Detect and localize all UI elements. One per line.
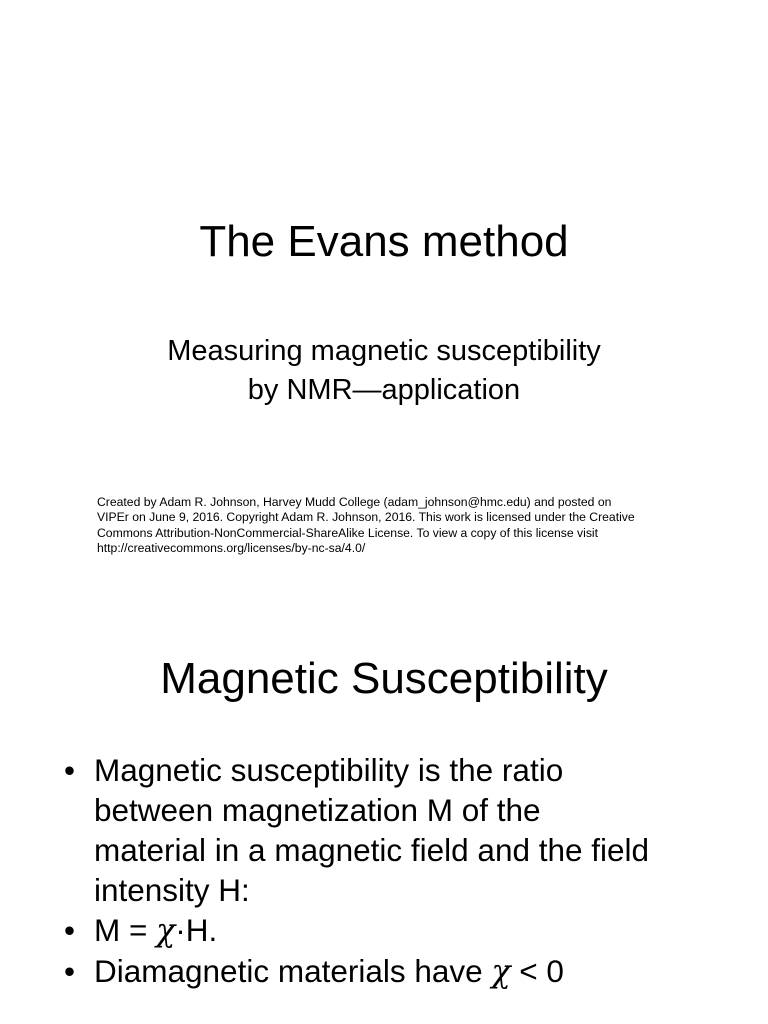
bullet-text-line: Magnetic susceptibility is the ratio: [94, 752, 564, 788]
bullet-item: [64, 951, 744, 992]
bullet-item: [64, 910, 744, 951]
equation-rhs: ·H.: [175, 912, 218, 948]
subtitle-line: Measuring magnetic susceptibility: [167, 335, 601, 367]
slide-title: Magnetic Susceptibility: [160, 654, 608, 703]
equation-lhs: M =: [94, 912, 157, 948]
bullet-marker: •: [64, 912, 76, 948]
bullet-item: [64, 750, 744, 910]
bullet-text-line: between magnetization M of the: [94, 792, 541, 828]
bullet-text: < 0: [510, 953, 564, 989]
bullet-text-line: material in a magnetic field and the field: [94, 832, 650, 868]
license-credit: [97, 495, 697, 557]
chi-symbol: χ: [491, 954, 511, 990]
bullet-text-line: [94, 951, 744, 992]
slide-title: The Evans method: [199, 217, 569, 266]
credit-line: Commons Attribution-NonCommercial-ShareAlike License. To view a copy of this license visit: [97, 525, 599, 540]
bullet-marker: •: [64, 953, 76, 989]
bullet-marker: •: [64, 752, 76, 788]
bullet-text-line: [94, 910, 744, 951]
slide-subtitle: [0, 332, 768, 410]
subtitle-line: by NMR—application: [247, 374, 521, 406]
bullet-text-line: intensity H:: [94, 872, 250, 908]
bullet-text: Diamagnetic materials have: [94, 953, 492, 989]
bullet-list: [64, 750, 744, 992]
credit-line: Created by Adam R. Johnson, Harvey Mudd College (adam_johnson@hmc.edu) and posted on: [97, 495, 612, 509]
credit-line: http://creativecommons.org/licenses/by-nc-sa/4.0/: [97, 541, 366, 556]
content-slide: [0, 576, 768, 1024]
credit-line: VIPEr on June 9, 2016. Copyright Adam R. Johnson, 2016. This work is licensed under the Creative: [97, 510, 635, 525]
chi-symbol: χ: [156, 913, 176, 949]
